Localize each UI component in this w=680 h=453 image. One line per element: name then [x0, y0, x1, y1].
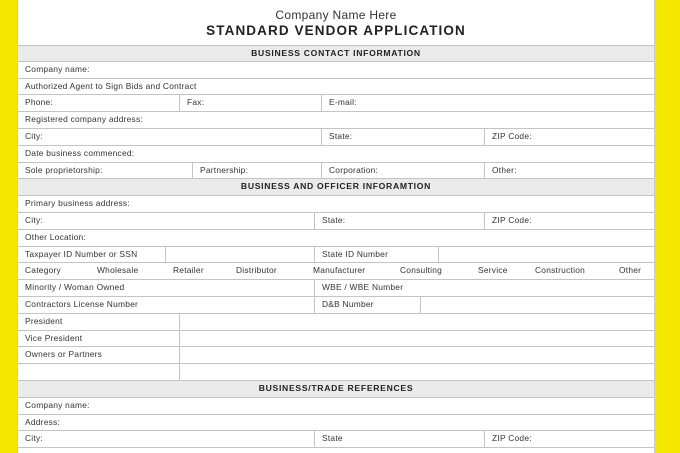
category-option-service[interactable]: Service [478, 265, 508, 276]
minority-owned-field[interactable]: Minority / Woman Owned [25, 282, 125, 293]
company-name-row[interactable] [18, 62, 654, 79]
date-commenced-label: Date business commenced: [25, 147, 135, 158]
contractors-license-field[interactable]: Contractors License Number [25, 298, 139, 309]
reference-company-label: Company name: [25, 399, 90, 410]
primary-address-label: Primary business address: [25, 198, 130, 209]
city-field[interactable]: City: [25, 130, 43, 141]
section-header-business-officer: BUSINESS AND OFFICER INFORAMTION [18, 179, 654, 196]
section-header-business-contact: BUSINESS CONTACT INFORMATION [18, 45, 654, 62]
reference-address-label: Address: [25, 416, 61, 427]
officer-zip-field[interactable]: ZIP Code: [484, 213, 532, 229]
president-row [18, 314, 654, 331]
president-field[interactable] [179, 314, 654, 330]
category-label: Category [25, 265, 61, 276]
category-option-other[interactable]: Other [619, 265, 642, 276]
phone-fax-email-row [18, 95, 654, 112]
category-option-consulting[interactable]: Consulting [400, 265, 443, 276]
taxpayer-id-label: Taxpayer ID Number or SSN [25, 248, 138, 259]
owners-extra-field[interactable] [179, 364, 654, 380]
category-option-wholesale[interactable]: Wholesale [97, 265, 139, 276]
owners-field[interactable] [179, 347, 654, 363]
vice-president-row [18, 331, 654, 348]
phone-field[interactable]: Phone: [25, 97, 54, 108]
minority-wbe-row [18, 280, 654, 297]
company-name-label: Company name: [25, 63, 90, 74]
officer-state-field[interactable]: State: [314, 213, 345, 229]
other-location-row[interactable] [18, 230, 654, 247]
authorized-agent-label: Authorized Agent to Sign Bids and Contract [25, 80, 197, 91]
dnb-number-field[interactable] [420, 297, 654, 313]
authorized-agent-row[interactable] [18, 79, 654, 96]
other-field[interactable]: Other: [484, 163, 517, 179]
license-dnb-row [18, 297, 654, 314]
wbe-number-field[interactable]: WBE / WBE Number [314, 280, 403, 296]
state-field[interactable]: State: [321, 129, 352, 145]
category-row [18, 263, 654, 280]
business-type-row [18, 163, 654, 180]
sole-proprietorship-field[interactable]: Sole proprietorship: [25, 164, 103, 175]
partnership-field[interactable]: Partnership: [192, 163, 248, 179]
reference-company-row[interactable] [18, 398, 654, 415]
state-id-label: State ID Number [314, 247, 388, 263]
taxpayer-id-field[interactable] [165, 247, 314, 263]
section-header-trade-references: BUSINESS/TRADE REFERENCES [18, 381, 654, 398]
primary-address-row[interactable] [18, 196, 654, 213]
officer-city-state-zip-row [18, 213, 654, 230]
category-option-distributor[interactable]: Distributor [236, 265, 277, 276]
reference-city-state-zip-row [18, 431, 654, 448]
vice-president-label: Vice President [25, 332, 83, 343]
document-title: STANDARD VENDOR APPLICATION [206, 23, 466, 38]
officer-city-field[interactable]: City: [25, 214, 43, 225]
city-state-zip-row [18, 129, 654, 146]
email-field[interactable]: E-mail: [321, 95, 357, 111]
category-option-retailer[interactable]: Retailer [173, 265, 204, 276]
fax-field[interactable]: Fax: [179, 95, 204, 111]
category-option-construction[interactable]: Construction [535, 265, 586, 276]
owners-row [18, 347, 654, 364]
owners-label: Owners or Partners [25, 349, 103, 360]
reference-zip-field[interactable]: ZIP Code: [484, 431, 532, 447]
company-name-heading: Company Name Here [275, 8, 397, 22]
vendor-application-form [17, 0, 655, 453]
reference-city-field[interactable]: City: [25, 433, 43, 444]
taxpayer-state-id-row [18, 247, 654, 264]
reference-address-row[interactable] [18, 415, 654, 432]
date-commenced-row[interactable] [18, 146, 654, 163]
president-label: President [25, 315, 63, 326]
category-option-manufacturer[interactable]: Manufacturer [313, 265, 366, 276]
form-grid [18, 45, 654, 448]
owners-extra-row [18, 364, 654, 381]
dnb-number-label: D&B Number [314, 297, 374, 313]
registered-address-row[interactable] [18, 112, 654, 129]
other-location-label: Other Location: [25, 231, 87, 242]
registered-address-label: Registered company address: [25, 114, 144, 125]
reference-state-field[interactable]: State [314, 431, 343, 447]
state-id-field[interactable] [438, 247, 654, 263]
zip-field[interactable]: ZIP Code: [484, 129, 532, 145]
corporation-field[interactable]: Corporation: [321, 163, 378, 179]
vice-president-field[interactable] [179, 331, 654, 347]
